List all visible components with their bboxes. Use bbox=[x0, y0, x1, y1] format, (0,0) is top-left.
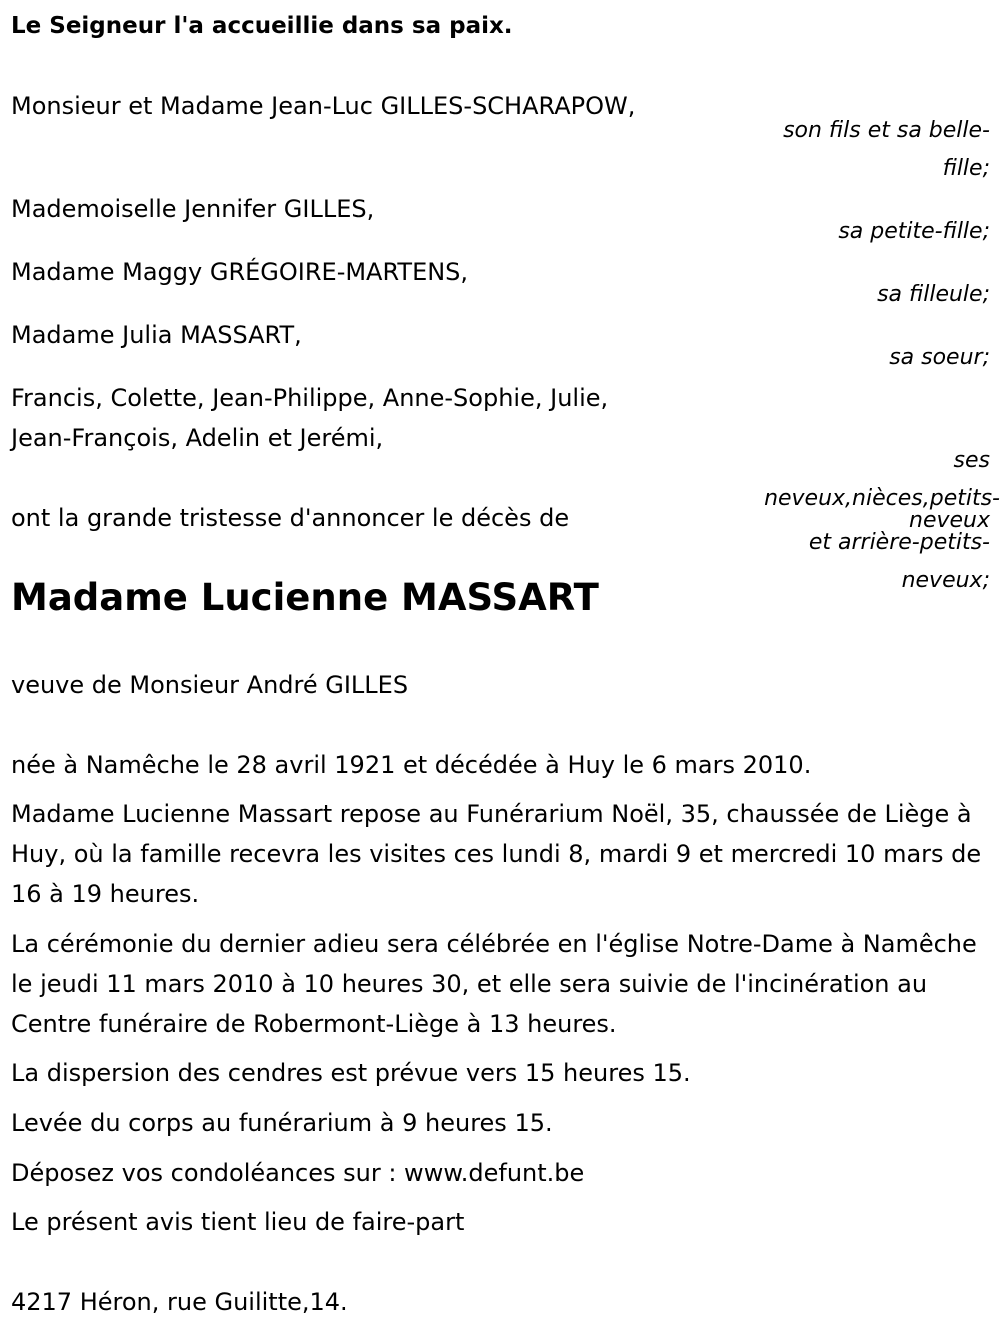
ashes-paragraph: La dispersion des cendres est prévue vers 15 heures 15. bbox=[11, 1059, 691, 1087]
family-address: 4217 Héron, rue Guilitte,14. bbox=[11, 1288, 348, 1316]
birth-death-text: née à Namêche le 28 avril 1921 et décédée à Huy le 6 mars 2010. bbox=[11, 751, 812, 779]
names-line: Francis, Colette, Jean-Philippe, Anne-Sophie, Julie, bbox=[11, 384, 609, 412]
ceremony-paragraph: La cérémonie du dernier adieu sera célébrée en l'église Notre-Dame à Namêche le jeudi 11 mars 2010 à 10 heures 30, et elle sera suivie de l'incinération au Centre funéraire de Robermont-Liège à 13 heures. bbox=[11, 930, 977, 1038]
relation-line: sa petite-fille; bbox=[838, 219, 990, 244]
relation-line: son fils et sa belle- bbox=[783, 118, 990, 143]
family-member-relation bbox=[877, 276, 990, 314]
announcement-text: ont la grande tristesse d'annoncer le décès de bbox=[11, 504, 570, 532]
relation-line: sa filleule; bbox=[877, 282, 990, 307]
deceased-name: Madame Lucienne MASSART bbox=[11, 576, 599, 619]
relation-line: neveux bbox=[909, 508, 990, 533]
notice-heading: Le Seigneur l'a accueillie dans sa paix. bbox=[11, 13, 513, 39]
family-member-relation bbox=[783, 112, 990, 188]
family-member-relation bbox=[764, 442, 1000, 600]
condolences-paragraph: Déposez vos condoléances sur : www.defunt.be bbox=[11, 1159, 585, 1187]
faire-part-paragraph: Le présent avis tient lieu de faire-part bbox=[11, 1208, 465, 1236]
widow-of-text: veuve de Monsieur André GILLES bbox=[11, 671, 409, 699]
family-member-names: Monsieur et Madame Jean-Luc GILLES-SCHARAPOW, bbox=[11, 92, 636, 120]
relation-line: sa soeur; bbox=[889, 345, 990, 370]
relation-line: fille; bbox=[942, 156, 990, 181]
family-member-relation bbox=[838, 213, 990, 251]
departure-paragraph: Levée du corps au funérarium à 9 heures 15. bbox=[11, 1109, 553, 1137]
family-member-names bbox=[11, 378, 608, 458]
relation-line: et arrière-petits- bbox=[808, 530, 990, 555]
names-line: Jean-François, Adelin et Jerémi, bbox=[11, 424, 384, 452]
relation-line: neveux; bbox=[901, 568, 990, 593]
family-member-names: Mademoiselle Jennifer GILLES, bbox=[11, 195, 375, 223]
family-member-names: Madame Julia MASSART, bbox=[11, 321, 302, 349]
relation-line: ses bbox=[953, 448, 990, 473]
wake-paragraph: Madame Lucienne Massart repose au Funérarium Noël, 35, chaussée de Liège à Huy, où la famille recevra les visites ces lundi 8, mardi 9 et mercredi 10 mars de 16 à 19 heures. bbox=[11, 800, 982, 908]
relation-line: neveux,nièces,petits- bbox=[764, 486, 1000, 511]
family-member-names: Madame Maggy GRÉGOIRE-MARTENS, bbox=[11, 258, 469, 286]
family-member-relation bbox=[889, 339, 990, 377]
